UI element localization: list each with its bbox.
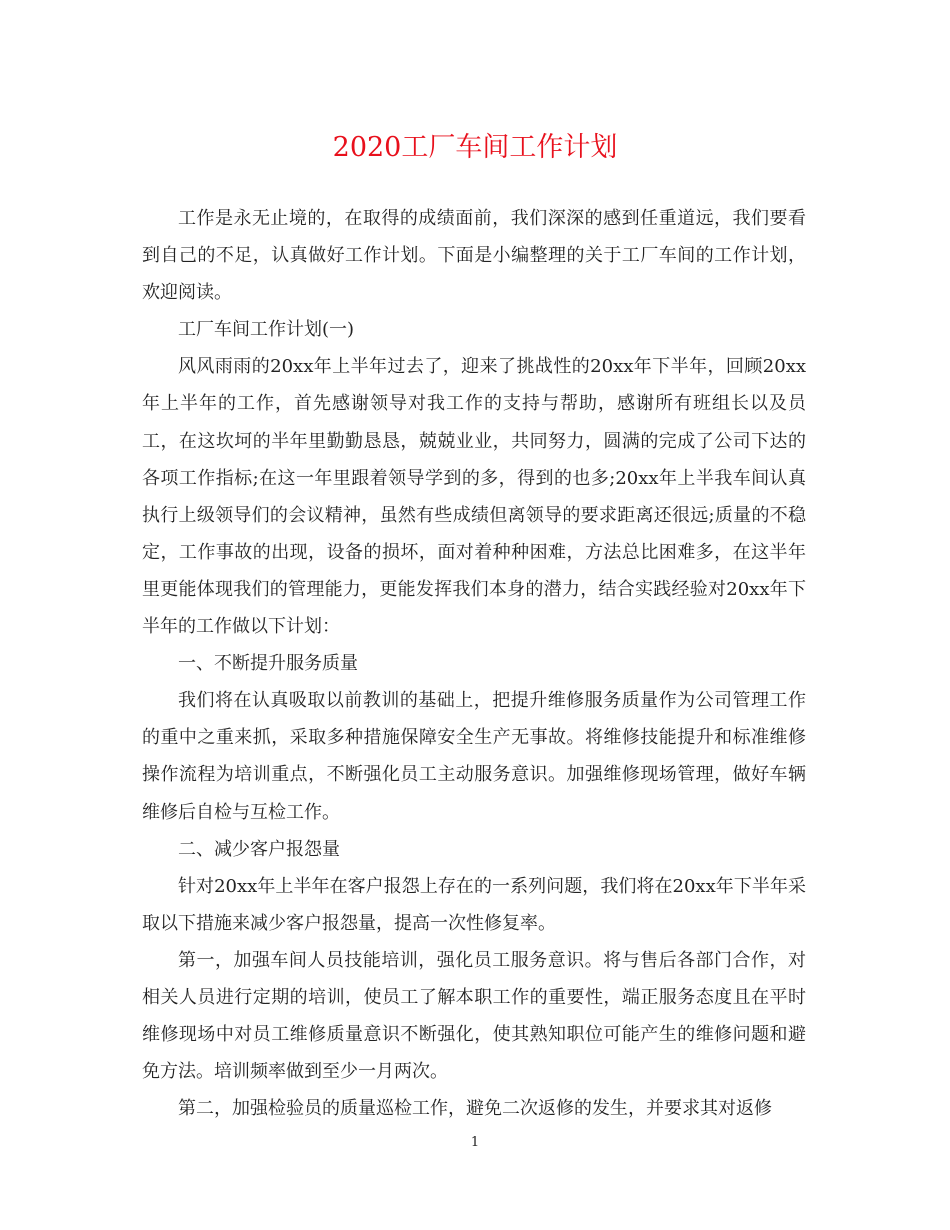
document-title: 2020工厂车间工作计划: [332, 132, 618, 163]
paragraph: 针对20xx年上半年在客户报怨上存在的一系列问题，我们将在20xx年下半年采取以下措施来减少客户报怨量，提高一次性修复率。: [142, 875, 806, 934]
section-heading: 工厂车间工作计划(一): [178, 319, 355, 341]
paragraph: 第二，加强检验员的质量巡检工作，避免二次返修的发生，并要求其对返修: [178, 1098, 772, 1120]
document-body: [142, 200, 806, 1127]
paragraph-intro: 工作是永无止境的，在取得的成绩面前，我们深深的感到任重道远，我们要看到自己的不足，认真做好工作计划。下面是小编整理的关于工厂车间的工作计划，欢迎阅读。: [142, 208, 806, 304]
subsection-heading: 一、不断提升服务质量: [178, 653, 358, 675]
paragraph: 风风雨雨的20xx年上半年过去了，迎来了挑战性的20xx年下半年，回顾20xx年上半年的工作，首先感谢领导对我工作的支持与帮助，感谢所有班组长以及员工，在这坎坷的半年里勤勤恳恳，兢兢业业，共同努力，圆满的完成了公司下达的各项工作指标;在这一年里跟着领导学到的多，得到的也多;20xx年上半我车间认真执行上级领导们的会议精神，虽然有些成绩但离领导的要求距离还很远;质量的不稳定，工作事故的出现，设备的损坏，面对着种种困难，方法总比困难多，在这半年里更能体现我们的管理能力，更能发挥我们本身的潜力，结合实践经验对20xx年下半年的工作做以下计划：: [142, 356, 806, 638]
paragraph: 第一，加强车间人员技能培训，强化员工服务意识。将与售后各部门合作，对相关人员进行定期的培训，使员工了解本职工作的重要性，端正服务态度且在平时维修现场中对员工维修质量意识不断强化，使其熟知职位可能产生的维修问题和避免方法。培训频率做到至少一月两次。: [142, 949, 806, 1083]
subsection-heading: 二、减少客户报怨量: [178, 838, 340, 860]
page-number: 1: [470, 1135, 480, 1150]
paragraph: 我们将在认真吸取以前教训的基础上，把提升维修服务质量作为公司管理工作的重中之重来抓，采取多种措施保障安全生产无事故。将维修技能提升和标准维修操作流程为培训重点，不断强化员工主动服务意识。加强维修现场管理，做好车辆维修后自检与互检工作。: [142, 690, 806, 823]
